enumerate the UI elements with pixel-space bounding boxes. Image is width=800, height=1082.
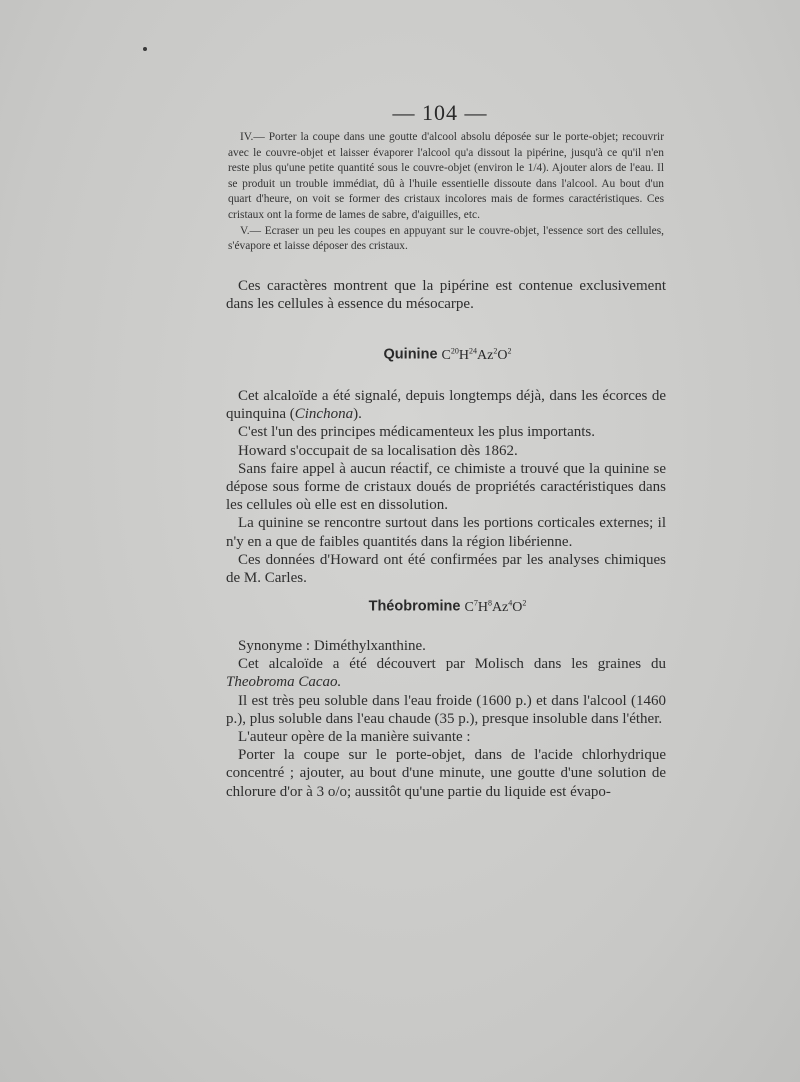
step-iv: IV.— Porter la coupe dans une goutte d'alcool absolu déposée sur le porte-objet; recouvrir avec le couvre-objet et laisser évaporer l'alcool qu'a dissout la pipérine, jusqu'à ce qu'il n'en reste plus qu'une petite quantité sous le couvre-objet (environ le 1/4). Ajouter alors de l'eau. Il se produit un trouble immédiat, dû à l'huile essentielle dissoute dans l'alcool. Au bout d'un quart d'heure, on voit se former des cristaux incolores mais de formes caractéristiques. Ces cristaux ont la forme de lames de sabre, d'aiguilles, etc.: [228, 131, 664, 221]
theobromine-paragraph-2: [226, 655, 666, 691]
formula-element: C: [441, 347, 451, 363]
formula-subscript: 8: [487, 598, 492, 607]
formula-element: O: [497, 347, 508, 363]
theobromine-title: Théobromine: [368, 598, 461, 615]
theobromine-p2-start: Cet alcaloïde a été découvert par Molisch dans les graines du: [238, 656, 666, 673]
quinine-title: Quinine: [383, 346, 438, 363]
theobromine-p2-italic: Theobroma Cacao.: [226, 674, 342, 691]
formula-subscript: 2: [507, 346, 512, 355]
formula-element: O: [512, 599, 523, 615]
quinine-p1-start: Cet alcaloïde a été signalé, depuis longtemps déjà, dans les écorces de quinquina (: [226, 388, 666, 423]
formula-subscript: 2: [522, 598, 527, 607]
formula-subscript: 4: [508, 598, 513, 607]
formula-element: Az: [477, 347, 494, 363]
formula-subscript: 7: [473, 598, 478, 607]
quinine-section: [226, 387, 666, 587]
quinine-paragraph-1: [226, 387, 666, 423]
procedure-steps: [228, 130, 664, 255]
formula-subscript: 24: [469, 346, 478, 355]
conclusion-block: [226, 277, 666, 313]
formula-element: Az: [491, 599, 509, 615]
formula-element: H: [458, 347, 470, 363]
theobromine-paragraph-5: Porter la coupe sur le porte-objet, dans de l'acide chlorhydrique concentré ; ajouter, au bout d'une minute, une goutte d'une solution de chlorure d'or à 3 o/o; aussitôt qu'une partie du liquide est évapo-: [226, 747, 666, 800]
theobromine-formula: [464, 600, 526, 615]
formula-element: H: [477, 599, 488, 615]
quinine-p1-italic: Cinchona: [294, 406, 354, 423]
theobromine-paragraph-3: Il est très peu soluble dans l'eau froide (1600 p.) et dans l'alcool (1460 p.), plus soluble dans l'eau chaude (35 p.), presque insoluble dans l'éther.: [226, 692, 666, 727]
ink-speck: [143, 47, 147, 51]
formula-subscript: 2: [493, 346, 498, 355]
quinine-formula: [442, 348, 512, 363]
quinine-heading: [0, 346, 800, 364]
quinine-paragraph-5: La quinine se rencontre surtout dans les portions corticales externes; il n'y en a que de faibles quantités dans la région libérienne.: [226, 515, 666, 550]
quinine-paragraph-3: Howard s'occupait de sa localisation dès 1862.: [238, 442, 518, 459]
page-number: — 104 —: [392, 100, 488, 125]
conclusion-paragraph: Ces caractères montrent que la pipérine est contenue exclusivement dans les cellules à essence du mésocarpe.: [226, 278, 666, 313]
formula-subscript: 20: [450, 346, 459, 355]
formula-element: C: [464, 599, 474, 615]
quinine-paragraph-6: Ces données d'Howard ont été confirmées par les analyses chimiques de M. Carles.: [226, 551, 666, 587]
step-v: V.— Ecraser un peu les coupes en appuyant sur le couvre-objet, l'essence sort des cellules, s'évapore et laisse déposer des cristaux.: [228, 224, 664, 253]
quinine-paragraph-2: C'est l'un des principes médicamenteux les plus importants.: [238, 424, 596, 441]
quinine-paragraph-4: Sans faire appel à aucun réactif, ce chimiste a trouvé que la quinine se dépose sous forme de cristaux doués de propriétés caractéristiques dans les cellules où elle est en dissolution.: [226, 460, 666, 514]
theobromine-paragraph-4: L'auteur opère de la manière suivante :: [238, 729, 471, 746]
theobromine-heading: [0, 598, 800, 616]
theobromine-paragraph-1: Synonyme : Diméthylxanthine.: [238, 638, 426, 654]
quinine-p1-end: ).: [353, 406, 362, 423]
theobromine-section: [226, 637, 666, 801]
